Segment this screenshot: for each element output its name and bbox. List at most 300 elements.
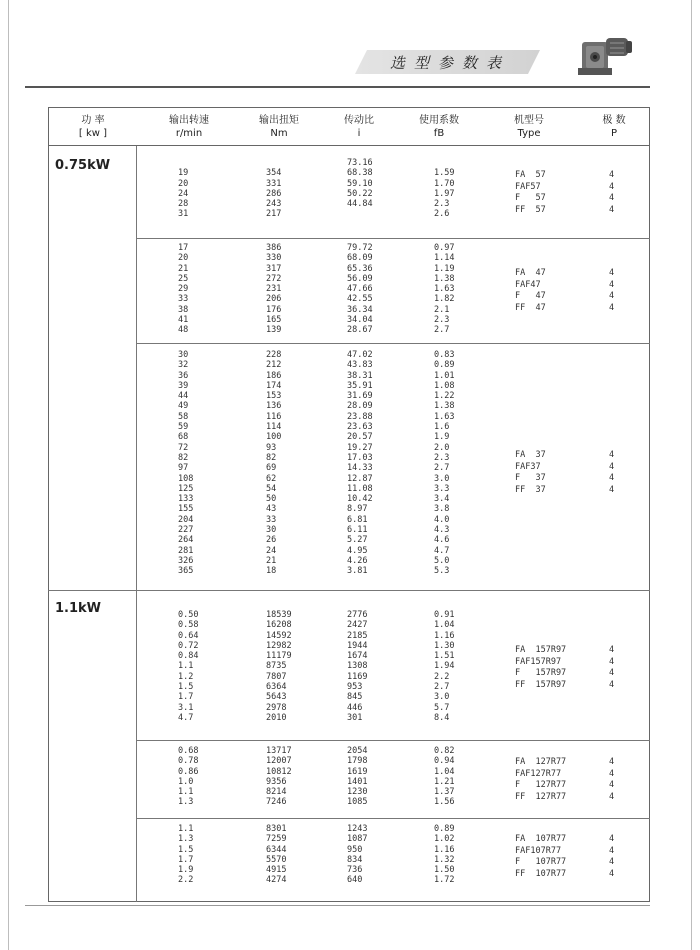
- table-cell: 1798: [347, 756, 368, 767]
- table-cell: 953: [347, 682, 363, 693]
- table-cell: 2.7: [434, 325, 450, 336]
- table-cell: 1.59: [434, 168, 455, 179]
- table-cell: 7259: [266, 834, 287, 845]
- table-cell: 39: [178, 380, 189, 391]
- table-cell: 100: [266, 432, 282, 443]
- table-cell: 49: [178, 401, 189, 412]
- table-cell: 5643: [266, 692, 287, 703]
- table-cell: 50.22: [347, 188, 373, 199]
- table-cell: 2.1: [434, 304, 450, 315]
- table-cell: 35.91: [347, 380, 373, 391]
- table-cell: 0.86: [178, 766, 199, 777]
- table-cell: 272: [266, 273, 282, 284]
- table-cell: 139: [266, 325, 282, 336]
- table-cell: 1619: [347, 766, 368, 777]
- table-cell: 30: [178, 350, 189, 360]
- table-cell: 1.63: [434, 411, 455, 422]
- factor-column: [434, 168, 454, 219]
- table-cell: 4.0: [434, 514, 450, 525]
- table-cell: 1.97: [434, 188, 455, 199]
- table-cell: 20: [178, 253, 189, 264]
- table-cell: 4: [609, 868, 615, 879]
- table-cell: 93: [266, 442, 277, 453]
- table-cell: 1.51: [434, 651, 455, 662]
- table-cell: 33: [266, 514, 277, 525]
- table-cell: 23.88: [347, 411, 373, 422]
- table-cell: 0.68: [178, 746, 199, 756]
- table-cell: 6.81: [347, 514, 368, 525]
- table-cell: 736: [347, 865, 363, 876]
- table-cell: 1.01: [434, 370, 455, 381]
- table-cell: 0.97: [434, 243, 455, 253]
- table-cell: F 47: [515, 291, 546, 301]
- table-cell: 4: [609, 268, 615, 278]
- table-cell: 136: [266, 401, 282, 412]
- table-cell: FF 157R97: [515, 679, 567, 690]
- table-cell: 8.97: [347, 504, 368, 515]
- table-cell: 19.27: [347, 442, 373, 453]
- table-cell: 1243: [347, 824, 368, 834]
- table-cell: 82: [178, 452, 189, 463]
- table-cell: 11.08: [347, 483, 373, 494]
- factor-column: [434, 746, 454, 808]
- header-speed: 输出转速 r/min: [169, 115, 209, 139]
- table-cell: 330: [266, 253, 282, 264]
- table-cell: 1.1: [178, 824, 194, 834]
- table-cell: 2.2: [434, 671, 450, 682]
- table-cell: 4: [609, 181, 615, 192]
- table-cell: 4.3: [434, 525, 450, 536]
- table-cell: 0.83: [434, 350, 455, 360]
- table-cell: 3.0: [434, 473, 450, 484]
- poles-column: [609, 757, 614, 803]
- type-column: [515, 450, 546, 496]
- table-cell: 845: [347, 692, 363, 703]
- table-cell: 0.64: [178, 630, 199, 641]
- table-cell: 33: [178, 294, 189, 305]
- table-cell: 4: [609, 845, 615, 856]
- header-ratio: 传动比 i: [344, 115, 374, 139]
- table-header: [49, 108, 649, 146]
- table-cell: 176: [266, 304, 282, 315]
- table-cell: FA 127R77: [515, 757, 567, 767]
- table-cell: 31.69: [347, 391, 373, 402]
- factor-column: [434, 243, 454, 336]
- table-cell: 1.5: [178, 844, 194, 855]
- table-cell: 0.84: [178, 651, 199, 662]
- table-cell: F 57: [515, 193, 546, 203]
- table-cell: 1169: [347, 671, 368, 682]
- poles-column: [609, 170, 614, 216]
- table-cell: FAF37: [515, 461, 541, 472]
- table-cell: 1.3: [178, 797, 194, 808]
- table-cell: 44.84: [347, 199, 373, 210]
- table-cell: 4: [609, 204, 615, 215]
- torque-column: [266, 350, 281, 577]
- table-cell: 4: [609, 473, 615, 483]
- block-separator: [136, 238, 650, 239]
- table-cell: 133: [178, 494, 194, 505]
- table-cell: 20: [178, 178, 189, 189]
- table-cell: 68: [178, 432, 189, 443]
- table-cell: F 107R77: [515, 857, 567, 867]
- table-cell: 2.7: [434, 463, 450, 474]
- table-cell: 36: [178, 370, 189, 381]
- table-cell: 4: [609, 279, 615, 290]
- table-cell: FAF157R97: [515, 656, 562, 667]
- table-cell: 68.09: [347, 253, 373, 264]
- table-cell: 34.04: [347, 315, 373, 326]
- table-cell: 7246: [266, 797, 287, 808]
- table-cell: 4: [609, 461, 615, 472]
- table-cell: 26: [266, 535, 277, 546]
- table-cell: 2.3: [434, 452, 450, 463]
- type-column: [515, 757, 566, 803]
- table-cell: 153: [266, 391, 282, 402]
- table-cell: 28: [178, 199, 189, 210]
- table-cell: 31: [178, 209, 189, 220]
- table-cell: 59: [178, 422, 189, 433]
- table-cell: 82: [266, 452, 277, 463]
- table-cell: 227: [178, 525, 194, 536]
- table-cell: FF 37: [515, 484, 546, 495]
- table-cell: 18: [266, 566, 277, 577]
- table-cell: 18539: [266, 610, 292, 620]
- power-label-075: 0.75kW: [55, 158, 111, 173]
- table-cell: 1.04: [434, 766, 455, 777]
- table-cell: 68.38: [347, 168, 373, 179]
- table-cell: 21: [178, 263, 189, 274]
- table-cell: 4274: [266, 875, 287, 886]
- table-cell: 4: [609, 291, 615, 301]
- table-cell: 2776: [347, 610, 368, 620]
- table-cell: 8.4: [434, 712, 450, 723]
- table-cell: 3.3: [434, 483, 450, 494]
- table-cell: 1.9: [434, 432, 450, 443]
- table-cell: 8214: [266, 787, 287, 798]
- table-cell: 326: [178, 555, 194, 566]
- table-cell: 28.09: [347, 401, 373, 412]
- table-cell: 19: [178, 168, 189, 179]
- table-cell: 1.3: [178, 834, 194, 845]
- header-power: 功 率 [ kw ]: [78, 115, 108, 139]
- table-cell: 38.31: [347, 370, 373, 381]
- footer-divider: [25, 905, 650, 906]
- header-type: 机型号 Type: [514, 115, 544, 139]
- table-cell: FAF47: [515, 279, 541, 290]
- table-cell: 1308: [347, 661, 368, 672]
- table-cell: 4: [609, 757, 615, 767]
- torque-column: [266, 168, 281, 219]
- table-cell: 1230: [347, 787, 368, 798]
- table-cell: 0.78: [178, 756, 199, 767]
- table-cell: 21: [266, 555, 277, 566]
- table-cell: 3.0: [434, 692, 450, 703]
- table-cell: 3.4: [434, 494, 450, 505]
- table-cell: 5.27: [347, 535, 368, 546]
- ratio-column: [347, 824, 367, 886]
- table-cell: 301: [347, 712, 363, 723]
- table-cell: 155: [178, 504, 194, 515]
- factor-column: [434, 610, 454, 723]
- table-cell: 317: [266, 263, 282, 274]
- table-cell: 2.3: [434, 315, 450, 326]
- table-cell: 11179: [266, 651, 292, 662]
- table-cell: 1.16: [434, 630, 455, 641]
- table-cell: 1.7: [178, 692, 194, 703]
- table-cell: 12982: [266, 640, 292, 651]
- table-cell: 4: [609, 791, 615, 802]
- table-cell: 2010: [266, 712, 287, 723]
- table-cell: 0.94: [434, 756, 455, 767]
- table-cell: 41: [178, 315, 189, 326]
- table-cell: 0.89: [434, 824, 455, 834]
- table-cell: 4.6: [434, 535, 450, 546]
- power-group-separator: [48, 590, 650, 591]
- table-cell: 212: [266, 360, 282, 371]
- header-divider: [25, 86, 650, 88]
- table-cell: 834: [347, 854, 363, 865]
- table-cell: 79.72: [347, 243, 373, 253]
- table-cell: 1.9: [178, 865, 194, 876]
- header-torque: 输出扭矩 Nm: [259, 115, 299, 139]
- table-cell: 0.89: [434, 360, 455, 371]
- table-cell: F 127R77: [515, 780, 567, 790]
- table-cell: 6364: [266, 682, 287, 693]
- table-cell: 10.42: [347, 494, 373, 505]
- type-column: [515, 268, 546, 314]
- table-cell: FAF57: [515, 181, 541, 192]
- table-cell: 1.08: [434, 380, 455, 391]
- table-cell: 446: [347, 702, 363, 713]
- table-cell: 2978: [266, 702, 287, 713]
- speed-column: [178, 350, 193, 577]
- speed-column: [178, 243, 188, 336]
- table-cell: 354: [266, 168, 282, 179]
- table-cell: 5.0: [434, 555, 450, 566]
- table-cell: 1.72: [434, 875, 455, 886]
- table-cell: 56.09: [347, 273, 373, 284]
- table-cell: 217: [266, 209, 282, 220]
- table-cell: 4: [609, 857, 615, 867]
- table-cell: 0.82: [434, 746, 455, 756]
- table-cell: 1.14: [434, 253, 455, 264]
- table-cell: 640: [347, 875, 363, 886]
- table-cell: 286: [266, 188, 282, 199]
- table-cell: 72: [178, 442, 189, 453]
- table-cell: 1087: [347, 834, 368, 845]
- table-cell: 17: [178, 243, 189, 253]
- table-cell: 4: [609, 450, 615, 460]
- table-cell: 4915: [266, 865, 287, 876]
- table-cell: 4: [609, 193, 615, 203]
- table-cell: 3.8: [434, 504, 450, 515]
- table-cell: 59.10: [347, 178, 373, 189]
- table-cell: FF 47: [515, 302, 546, 313]
- table-cell: 8735: [266, 661, 287, 672]
- table-cell: 43: [266, 504, 277, 515]
- factor-column: [434, 824, 454, 886]
- table-cell: 14592: [266, 630, 292, 641]
- torque-column: [266, 746, 292, 808]
- table-cell: 12007: [266, 756, 292, 767]
- table-cell: 24: [178, 188, 189, 199]
- table-cell: FA 157R97: [515, 645, 567, 655]
- table-cell: 1.94: [434, 661, 455, 672]
- table-cell: 36.34: [347, 304, 373, 315]
- table-cell: 2185: [347, 630, 368, 641]
- torque-column: [266, 824, 286, 886]
- table-cell: 1.1: [178, 661, 194, 672]
- table-cell: 5.7: [434, 702, 450, 713]
- table-cell: 1.6: [434, 422, 450, 433]
- table-cell: 54: [266, 483, 277, 494]
- table-cell: FA 47: [515, 268, 546, 278]
- poles-column: [609, 450, 614, 496]
- table-cell: 13717: [266, 746, 292, 756]
- table-cell: 0.91: [434, 610, 455, 620]
- table-cell: FA 57: [515, 170, 546, 180]
- table-cell: 6.11: [347, 525, 368, 536]
- table-cell: 1.02: [434, 834, 455, 845]
- table-cell: 12.87: [347, 473, 373, 484]
- table-cell: 204: [178, 514, 194, 525]
- table-cell: 1.63: [434, 284, 455, 295]
- table-cell: 1.5: [178, 682, 194, 693]
- table-cell: 73.16: [347, 158, 373, 168]
- table-cell: 206: [266, 294, 282, 305]
- table-cell: 386: [266, 243, 282, 253]
- table-cell: 1.30: [434, 640, 455, 651]
- table-cell: 4.7: [434, 545, 450, 556]
- table-cell: 0.50: [178, 610, 199, 620]
- table-cell: 2.2: [178, 875, 194, 886]
- table-cell: 4: [609, 656, 615, 667]
- table-cell: 186: [266, 370, 282, 381]
- table-cell: 0.72: [178, 640, 199, 651]
- table-cell: 4: [609, 679, 615, 690]
- table-cell: 38: [178, 304, 189, 315]
- table-cell: 4: [609, 302, 615, 313]
- block-separator: [136, 818, 650, 819]
- table-cell: 20.57: [347, 432, 373, 443]
- table-cell: 1.82: [434, 294, 455, 305]
- table-cell: 1.50: [434, 865, 455, 876]
- type-column: [515, 645, 566, 691]
- speed-column: [178, 824, 193, 886]
- table-cell: FAF107R77: [515, 845, 562, 856]
- table-cell: 4.95: [347, 545, 368, 556]
- page-title: 选型参数表: [390, 54, 511, 72]
- speed-column: [178, 746, 198, 808]
- type-column: [515, 834, 566, 880]
- table-cell: 231: [266, 284, 282, 295]
- table-cell: 9356: [266, 776, 287, 787]
- table-cell: FF 107R77: [515, 868, 567, 879]
- table-cell: 108: [178, 473, 194, 484]
- ratio-column: [347, 746, 367, 808]
- table-cell: FAF127R77: [515, 768, 562, 779]
- table-cell: 5570: [266, 854, 287, 865]
- power-column-divider: [136, 146, 137, 902]
- table-cell: 1.2: [178, 671, 194, 682]
- table-cell: 32: [178, 360, 189, 371]
- ratio-column: [347, 350, 373, 577]
- table-cell: 4: [609, 484, 615, 495]
- table-cell: FA 37: [515, 450, 546, 460]
- table-cell: 165: [266, 315, 282, 326]
- table-cell: FF 57: [515, 204, 546, 215]
- table-cell: 14.33: [347, 463, 373, 474]
- header-service-factor: 使用系数 fB: [419, 115, 459, 139]
- table-cell: 1.32: [434, 854, 455, 865]
- table-cell: 331: [266, 178, 282, 189]
- table-cell: 4: [609, 668, 615, 678]
- gear-reducer-icon: [576, 28, 636, 80]
- table-cell: 23.63: [347, 422, 373, 433]
- table-cell: 1.37: [434, 787, 455, 798]
- table-cell: 114: [266, 422, 282, 433]
- ratio-column: [347, 243, 373, 336]
- table-cell: 10812: [266, 766, 292, 777]
- poles-column: [609, 834, 614, 880]
- table-cell: 62: [266, 473, 277, 484]
- table-cell: 58: [178, 411, 189, 422]
- table-cell: 1944: [347, 640, 368, 651]
- table-cell: 1.16: [434, 844, 455, 855]
- table-cell: 281: [178, 545, 194, 556]
- table-cell: 4: [609, 170, 615, 180]
- table-cell: 4: [609, 780, 615, 790]
- ratio-column: [347, 158, 373, 209]
- table-cell: 48: [178, 325, 189, 336]
- torque-column: [266, 610, 292, 723]
- table-cell: 1.04: [434, 620, 455, 631]
- table-cell: 6344: [266, 844, 287, 855]
- table-cell: 5.3: [434, 566, 450, 577]
- table-cell: 1.70: [434, 178, 455, 189]
- table-cell: 3.1: [178, 702, 194, 713]
- type-column: [515, 170, 546, 216]
- table-cell: 125: [178, 483, 194, 494]
- table-cell: 3.81: [347, 566, 368, 577]
- table-cell: 2.0: [434, 442, 450, 453]
- block-separator: [136, 343, 650, 344]
- table-cell: 7807: [266, 671, 287, 682]
- table-cell: 69: [266, 463, 277, 474]
- table-cell: F 37: [515, 473, 546, 483]
- torque-column: [266, 243, 281, 336]
- table-cell: FF 127R77: [515, 791, 567, 802]
- table-cell: 950: [347, 844, 363, 855]
- poles-column: [609, 645, 614, 691]
- table-cell: 47.02: [347, 350, 373, 360]
- table-cell: 29: [178, 284, 189, 295]
- table-cell: 1.22: [434, 391, 455, 402]
- table-cell: 1401: [347, 776, 368, 787]
- table-cell: 4: [609, 645, 615, 655]
- table-cell: 2.7: [434, 682, 450, 693]
- table-cell: 42.55: [347, 294, 373, 305]
- table-cell: 2427: [347, 620, 368, 631]
- table-cell: 25: [178, 273, 189, 284]
- table-cell: 4.26: [347, 555, 368, 566]
- ratio-column: [347, 610, 367, 723]
- table-cell: 1.38: [434, 401, 455, 412]
- table-cell: 2054: [347, 746, 368, 756]
- table-cell: F 157R97: [515, 668, 567, 678]
- table-cell: 43.83: [347, 360, 373, 371]
